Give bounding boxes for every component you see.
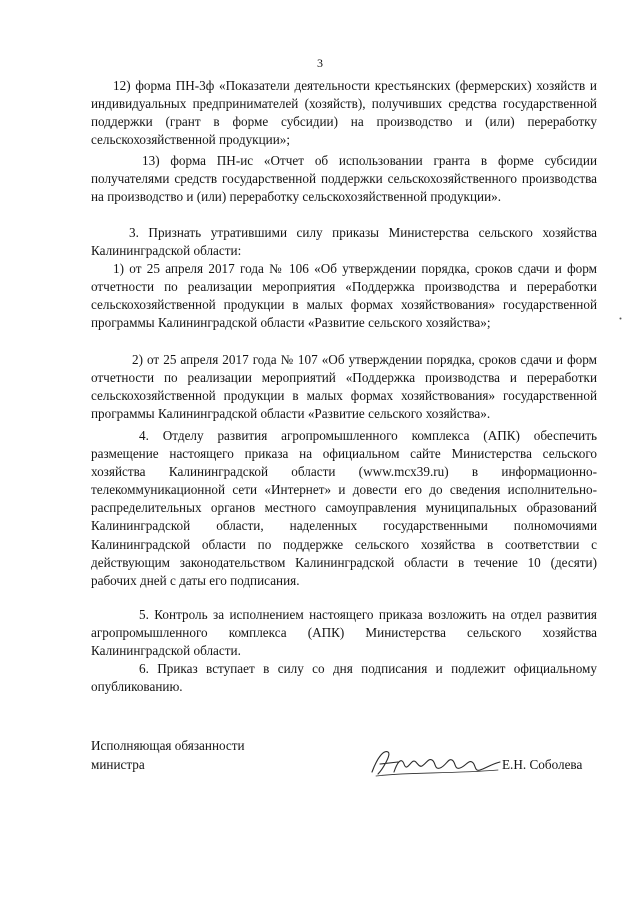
handwritten-signature: [368, 742, 508, 782]
paragraph-order-106: 1) от 25 апреля 2017 года № 106 «Об утверждении порядка, сроков сдачи и форм отчетности по реализации мероприятия «Поддержка производства и переработки сельскохозяйственной продукции в малых формах хозяйствования» государственной программы Калининградской области «Развитие сельского хозяйства»;: [91, 261, 597, 331]
paragraph-section-3: 3. Признать утратившими силу приказы Министерства сельского хозяйства Калининградской области:: [91, 225, 597, 259]
scan-dot: [619, 317, 622, 320]
paragraph-section-6: 6. Приказ вступает в силу со дня подписания и подлежит официальному опубликованию.: [91, 661, 597, 695]
signatory-title: [91, 736, 245, 774]
paragraph-item-12: 12) форма ПН-3ф «Показатели деятельности крестьянских (фермерских) хозяйств и индивидуальных предпринимателей (хозяйств), получивших средства государственной поддержки (грант в форме субсидии) на производство и (или) переработку сельскохозяйственной продукции»;: [91, 78, 597, 148]
signatory-title-line1: Исполняющая обязанности: [91, 738, 245, 753]
paragraph-section-4: 4. Отделу развития агропромышленного комплекса (АПК) обеспечить размещение настоящего приказа на официальном сайте Министерства сельского хозяйства Калининградской области (www.mcx39.ru) в информационно-телекоммуникационной сети «Интернет» и довести его до сведения исполнительно-распределительных органов местного самоуправления муниципальных образований Калининградской области, наделенных государственными полномочиями Калининградской области по поддержке сельского хозяйства в соответствии с действующим законодательством Калининградской области в течение 10 (десяти) рабочих дней с даты его подписания.: [91, 428, 597, 588]
signatory-title-line2: министра: [91, 757, 145, 772]
signatory-name: Е.Н. Соболева: [502, 757, 583, 772]
paragraph-item-13: 13) форма ПН-ис «Отчет об использовании гранта в форме субсидии получателями средств государственной поддержки сельскохозяйственного производства на производство и (или) переработку сельскохозяйственной продукции».: [91, 153, 597, 205]
paragraph-section-5: 5. Контроль за исполнением настоящего приказа возложить на отдел развития агропромышленного комплекса (АПК) Министерства сельского хозяйства Калининградской области.: [91, 607, 597, 659]
paragraph-order-107: 2) от 25 апреля 2017 года № 107 «Об утверждении порядка, сроков сдачи и форм отчетности по реализации мероприятий «Поддержка производства и переработки сельскохозяйственной продукции в малых формах хозяйствования» государственной программы Калининградской области «Развитие сельского хозяйства».: [91, 352, 597, 422]
page-number: 3: [317, 56, 323, 70]
